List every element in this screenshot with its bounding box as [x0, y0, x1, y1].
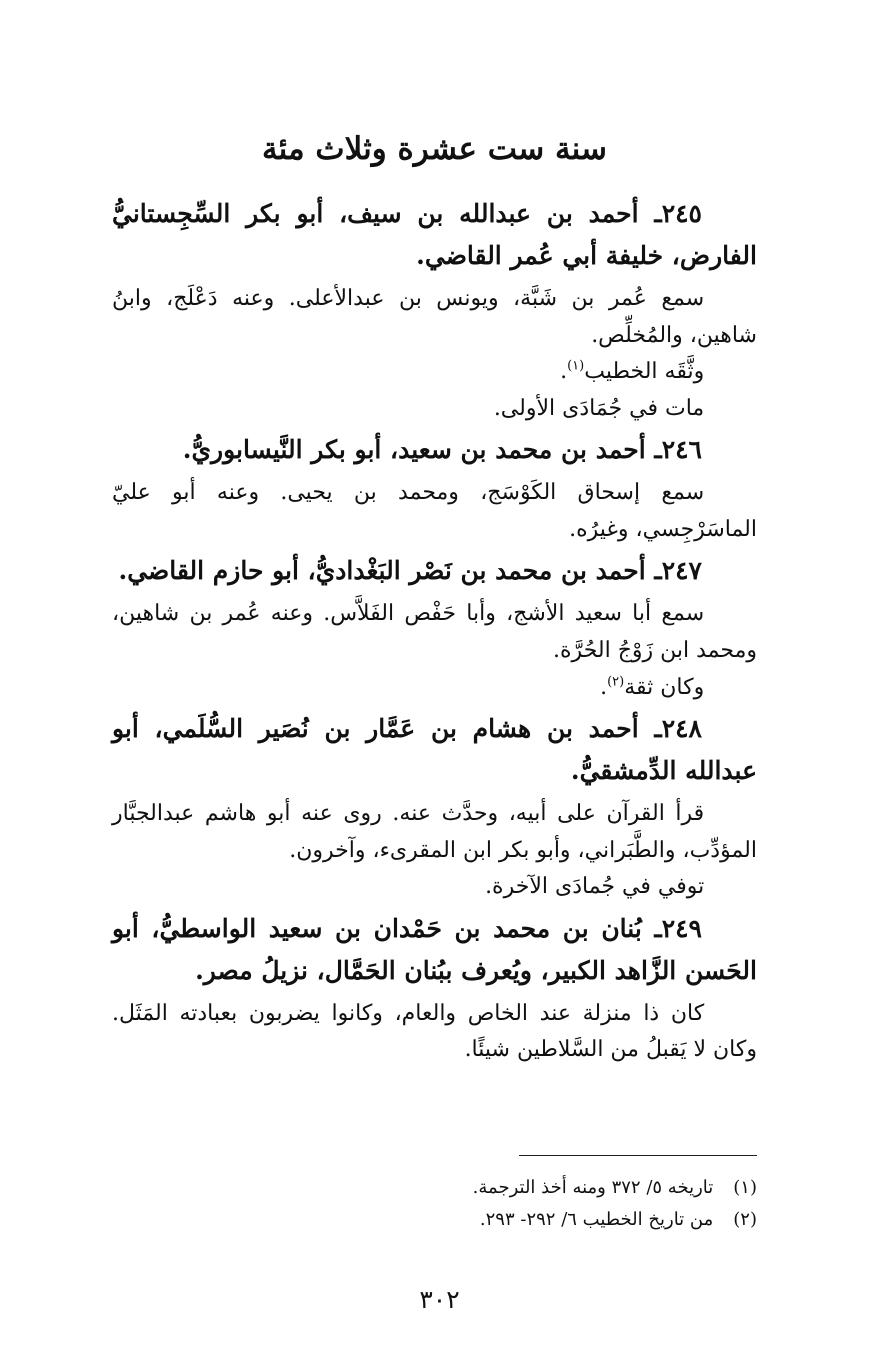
entry-heading: ٢٤٩ـ بُنان بن محمد بن حَمْدان بن سعيد الواسطيُّ، أبو الحَسن الزَّاهد الكبير، ويُعرف ببُنان الحَمَّال، نزيلُ مصر.	[112, 913, 757, 985]
entry-248	[112, 708, 757, 906]
footnote-number: (١)	[733, 1177, 757, 1198]
entry-paragraph: وثَّقَه الخطيب$^{(١)}$.	[560, 359, 705, 385]
entry-paragraph: قرأ القرآن على أبيه، وحدَّث عنه. روى عنه أبو هاشم عبدالجبَّار المؤدِّب، والطَّبَراني، وأبو بكر ابن المقرىء، وآخرون.	[112, 801, 757, 863]
page-number: ٣٠٢	[419, 1285, 460, 1314]
entry-245	[112, 193, 757, 427]
entry-paragraph: توفي في جُمادَى الآخرة.	[485, 874, 705, 900]
footnote-text: من تاريخ الخطيب ٦/ ٢٩٢- ٢٩٣.	[479, 1208, 714, 1230]
entry-paragraph: سمع إسحاق الكَوْسَج، ومحمد بن يحيى. وعنه أبو عليّ الماسَرْجِسي، وغيرُه.	[112, 480, 757, 542]
footnote-marker: (١)	[567, 359, 585, 375]
entry-247	[112, 550, 757, 706]
footnotes	[112, 1172, 757, 1235]
entry-paragraph: وكان ثقة$^{(٢)}$.	[600, 674, 705, 700]
entry-249	[112, 908, 757, 1069]
chapter-title: سنة ست عشرة وثلاث مئة	[262, 131, 607, 167]
footnote	[112, 1172, 757, 1204]
entry-heading: ٢٤٥ـ أحمد بن عبدالله بن سيف، أبو بكر السِّجِستانيُّ الفارض، خليفة أبي عُمر القاضي.	[112, 199, 757, 271]
footnote	[112, 1204, 757, 1236]
page-body	[112, 128, 757, 1069]
entry-paragraph: سمع عُمر بن شَبَّة، ويونس بن عبدالأعلى. وعنه دَعْلَج، وابنُ شاهين، والمُخلِّص.	[112, 286, 757, 348]
entry-246	[112, 429, 757, 548]
footnote-marker: (٢)	[607, 674, 625, 690]
entry-paragraph-text: وكان ثقة	[624, 674, 705, 700]
entry-paragraph-text: وثَّقَه الخطيب	[584, 359, 705, 385]
footnote-number: (٢)	[733, 1208, 757, 1230]
footnote-divider	[519, 1155, 757, 1156]
entry-heading: ٢٤٨ـ أحمد بن هشام بن عَمَّار بن نُصَير السُّلَمي، أبو عبدالله الدِّمشقيُّ.	[112, 714, 757, 786]
entry-paragraph: كان ذا منزلة عند الخاص والعام، وكانوا يضربون بعبادته المَثَل. وكان لا يَقبلُ من السَّلاطين شيئًا.	[112, 1000, 757, 1063]
entry-heading: ٢٤٦ـ أحمد بن محمد بن سعيد، أبو بكر النَّيسابوريُّ.	[182, 435, 702, 465]
entry-paragraph: مات في جُمَادَى الأولى.	[493, 395, 705, 421]
entry-paragraph: سمع أبا سعيد الأشج، وأبا حَفْص الفَلاَّس. وعنه عُمر بن شاهين، ومحمد ابن زَوْجُ الحُرَّة.	[112, 601, 757, 663]
footnote-text: تاريخه ٥/ ٣٧٢ ومنه أخذ الترجمة.	[472, 1177, 714, 1198]
entry-heading: ٢٤٧ـ أحمد بن محمد بن نَصْر البَغْداديُّ، أبو حازم القاضي.	[118, 556, 702, 586]
